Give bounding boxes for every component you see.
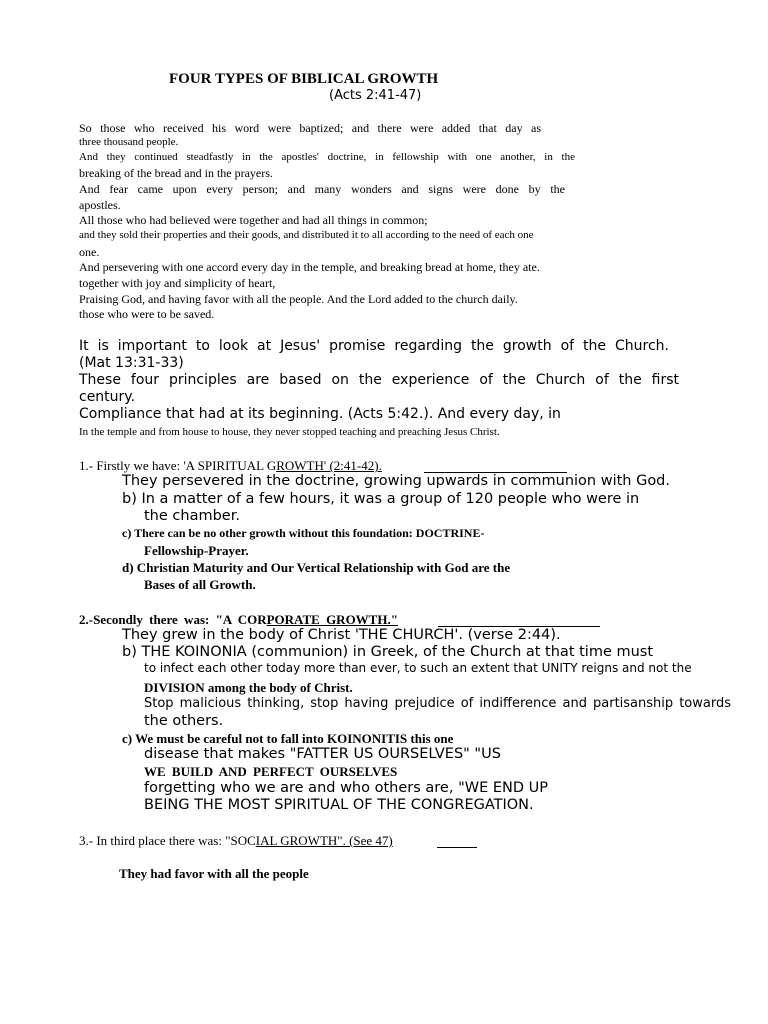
scripture-line: And persevering with one accord every day in the temple, and breaking bread at home, they ate. [79, 260, 540, 274]
section-point: forgetting who we are and who others are, "WE END UP [144, 780, 548, 796]
scripture-line: And they continued steadfastly in the apostles' doctrine, in fellowship with one another, in the [79, 151, 575, 163]
intro-paragraph: These four principles are based on the experience of the Church of the first [79, 372, 679, 388]
section-heading: 1.- Firstly we have: 'A SPIRITUAL GROWTH' (2:41-42). [79, 458, 382, 473]
section-point: disease that makes "FATTER US OURSELVES" "US [144, 746, 501, 762]
scripture-line: three thousand people. [79, 136, 179, 148]
section-point: c) We must be careful not to fall into KOINONITIS this one [122, 731, 454, 746]
section-point: WE BUILD AND PERFECT OURSELVES [144, 764, 398, 779]
section-heading: 3.- In third place there was: "SOCIAL GROWTH". (See 47) [79, 833, 393, 848]
section-point: d) Christian Maturity and Our Vertical Relationship with God are the [122, 560, 511, 575]
section-point: They had favor with all the people [119, 866, 309, 881]
scripture-line: those who were to be saved. [79, 307, 215, 321]
section-point: b) THE KOINONIA (communion) in Greek, of the Church at that time must [122, 644, 654, 660]
intro-paragraph: It is important to look at Jesus' promise regarding the growth of the Church. [79, 338, 669, 354]
section-point: Stop malicious thinking, stop having prejudice of indifference and partisanship towards [144, 696, 731, 711]
scripture-line: apostles. [79, 198, 121, 212]
scripture-line: So those who received his word were baptized; and there were added that day as [79, 121, 541, 135]
scripture-line: together with joy and simplicity of heart, [79, 276, 276, 290]
document-title: FOUR TYPES OF BIBLICAL GROWTH [169, 71, 439, 87]
scripture-line: breaking of the bread and in the prayers. [79, 166, 273, 180]
intro-paragraph: century. [79, 389, 136, 405]
scripture-line: one. [79, 245, 100, 259]
heading-underline [437, 847, 477, 848]
section-point: BEING THE MOST SPIRITUAL OF THE CONGREGATION. [144, 797, 534, 813]
section-point: Bases of all Growth. [144, 577, 256, 592]
section-point: b) In a matter of a few hours, it was a group of 120 people who were in [122, 491, 640, 507]
scripture-line: Praising God, and having favor with all the people. And the Lord added to the church daily. [79, 292, 518, 306]
section-point: the chamber. [144, 508, 240, 524]
section-point: Fellowship-Prayer. [144, 543, 249, 558]
intro-paragraph: Compliance that had at its beginning. (Acts 5:42.). And every day, in [79, 406, 561, 422]
section-point: DIVISION among the body of Christ. [144, 680, 353, 695]
section-point: the others. [144, 713, 224, 729]
scripture-line: And fear came upon every person; and many wonders and signs were done by the [79, 182, 565, 196]
scripture-reference: (Acts 2:41-47) [329, 88, 422, 103]
section-heading: 2.-Secondly there was: "A CORPORATE GROWTH." [79, 612, 398, 627]
section-point: c) There can be no other growth without this foundation: DOCTRINE- [122, 526, 485, 540]
section-point: to infect each other today more than ever, to such an extent that UNITY reigns and not the [144, 661, 692, 675]
intro-paragraph: (Mat 13:31-33) [79, 355, 184, 371]
scripture-line: All those who had believed were together and had all things in common; [79, 213, 428, 227]
scripture-line: and they sold their properties and their goods, and distributed it to all according to the need of each one [79, 229, 534, 241]
intro-paragraph: In the temple and from house to house, they never stopped teaching and preaching Jesus Christ. [79, 426, 500, 438]
section-point: They persevered in the doctrine, growing upwards in communion with God. [122, 473, 670, 489]
section-point: They grew in the body of Christ 'THE CHURCH'. (verse 2:44). [122, 627, 561, 643]
